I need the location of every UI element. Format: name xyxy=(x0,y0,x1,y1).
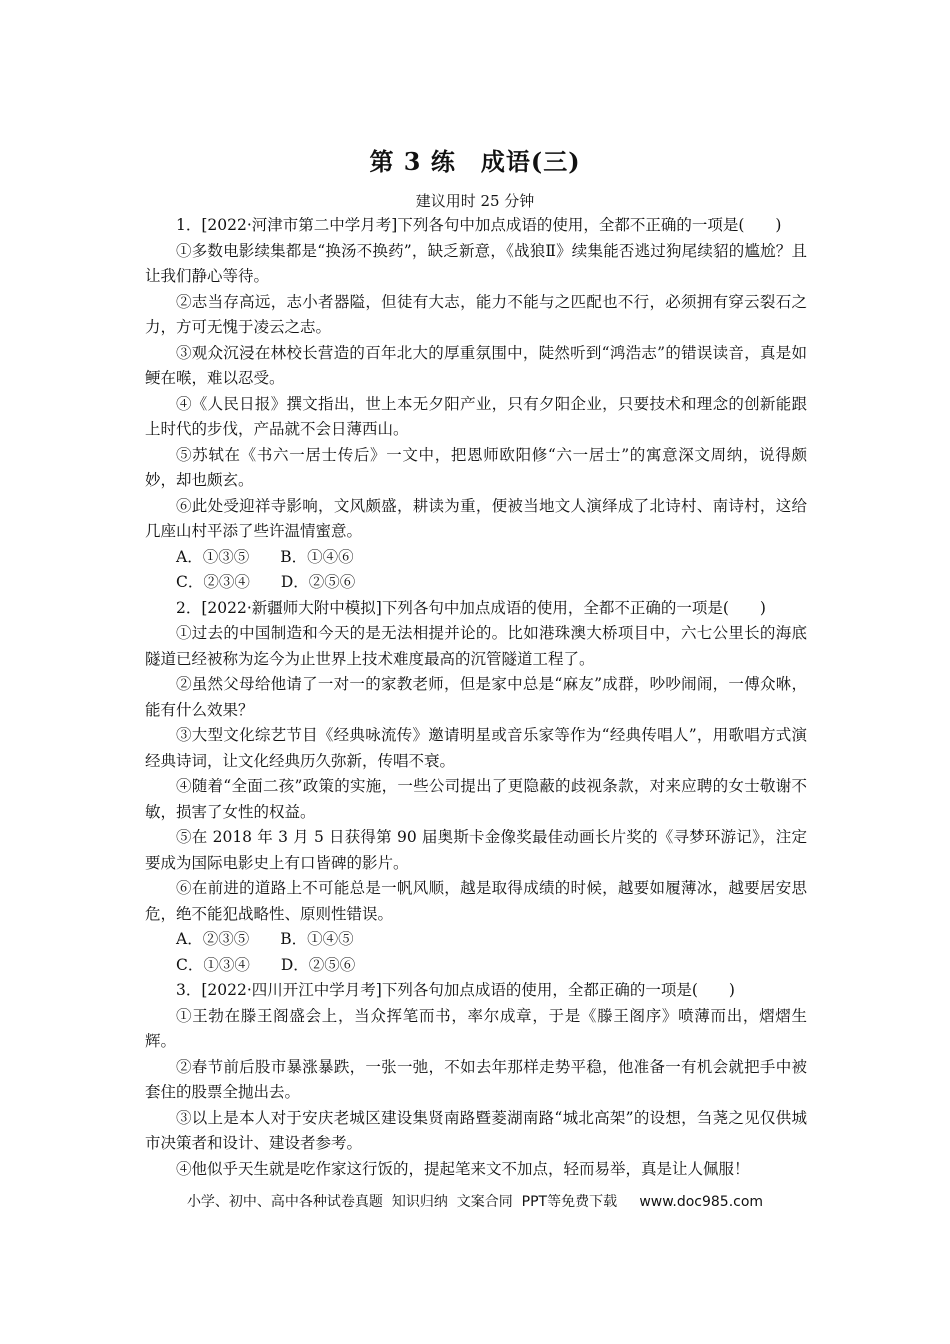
question-item: ②志当存高远，志小者器隘，但徒有大志，能力不能与之匹配也不行，必须拥有穿云裂石之力，方可无愧于凌云之志。 xyxy=(145,292,807,336)
question-item: ②虽然父母给他请了一对一的家教老师，但是家中总是“麻友”成群，吵吵闹闹，一傅众咻，能有什么效果？ xyxy=(145,675,807,719)
question-item: ⑤在 2018 年 3 月 5 日获得第 90 届奥斯卡金像奖最佳动画长片奖的《寻梦环游记》，注定要成为国际电影史上有口皆碑的影片。 xyxy=(145,828,807,872)
question-stem: 3．[2022·四川开江中学月考]下列各句加点成语的使用，全都正确的一项是( ) xyxy=(176,981,735,999)
question-item: ④《人民日报》撰文指出，世上本无夕阳产业，只有夕阳企业，只要技术和理念的创新能跟上时代的步伐，产品就不会日薄西山。 xyxy=(145,394,807,438)
question-item: ⑤苏轼在《书六一居士传后》一文中，把恩师欧阳修“六一居士”的寓意深文周纳，说得颇妙，却也颇玄。 xyxy=(145,445,807,489)
answer-options: C．①③④ D．②⑤⑥ xyxy=(176,955,356,974)
answer-options: A．②③⑤ B．①④⑤ xyxy=(176,930,354,948)
question-stem: 2．[2022·新疆师大附中模拟]下列各句中加点成语的使用，全都不正确的一项是( ) xyxy=(176,598,766,617)
exercise-content xyxy=(145,213,807,1182)
page-title: 第 3 练 成语(三) xyxy=(369,147,581,176)
question-stem: 1．[2022·河津市第二中学月考]下列各句中加点成语的使用，全都不正确的一项是( ) xyxy=(176,216,782,234)
question-item: ⑥此处受迎祥寺影响，文风颇盛，耕读为重，便被当地文人演绎成了北诗村、南诗村，这给几座山村平添了些许温情蜜意。 xyxy=(145,496,807,540)
question-item: ④他似乎天生就是吃作家这行饭的，提起笔来文不加点，轻而易举，真是让人佩服！ xyxy=(176,1159,750,1178)
question-item: ③观众沉浸在林校长营造的百年北大的厚重氛围中，陡然听到“鸿浩志”的错误读音，真是如鲠在喉，难以忍受。 xyxy=(145,343,807,387)
question-item: ①多数电影续集都是“换汤不换药”，缺乏新意，《战狼Ⅱ》续集能否逃过狗尾续貂的尴尬？且让我们静心等待。 xyxy=(145,241,807,285)
question-item: ②春节前后股市暴涨暴跌，一张一弛，不如去年那样走势平稳，他准备一有机会就把手中被套住的股票全抛出去。 xyxy=(145,1057,807,1101)
question-item: ⑥在前进的道路上不可能总是一帆风顺，越是取得成绩的时候，越要如履薄冰，越要居安思危，绝不能犯战略性、原则性错误。 xyxy=(145,879,807,923)
page-footer: 小学、初中、高中各种试卷真题 知识归纳 文案合同 PPT等免费下载 www.doc985.com xyxy=(186,1194,764,1210)
suggested-time: 建议用时 25 分钟 xyxy=(415,192,535,210)
question-item: ③大型文化综艺节目《经典咏流传》邀请明星或音乐家等作为“经典传唱人”，用歌唱方式演经典诗词，让文化经典历久弥新，传唱不衰。 xyxy=(145,726,807,770)
question-item: ③以上是本人对于安庆老城区建设集贤南路暨菱湖南路“城北高架”的设想，刍荛之见仅供城市决策者和设计、建设者参考。 xyxy=(145,1108,807,1152)
answer-options: A．①③⑤ B．①④⑥ xyxy=(176,547,354,566)
question-item: ①过去的中国制造和今天的是无法相提并论的。比如港珠澳大桥项目中，六七公里长的海底隧道已经被称为迄今为止世界上技术难度最高的沉管隧道工程了。 xyxy=(145,624,807,668)
question-item: ④随着“全面二孩”政策的实施，一些公司提出了更隐蔽的歧视条款，对来应聘的女士敬谢不敏，损害了女性的权益。 xyxy=(145,777,807,821)
answer-options: C．②③④ D．②⑤⑥ xyxy=(176,573,356,591)
question-item: ①王勃在滕王阁盛会上，当众挥笔而书，率尔成章，于是《滕王阁序》喷薄而出，熠熠生辉。 xyxy=(145,1006,807,1050)
